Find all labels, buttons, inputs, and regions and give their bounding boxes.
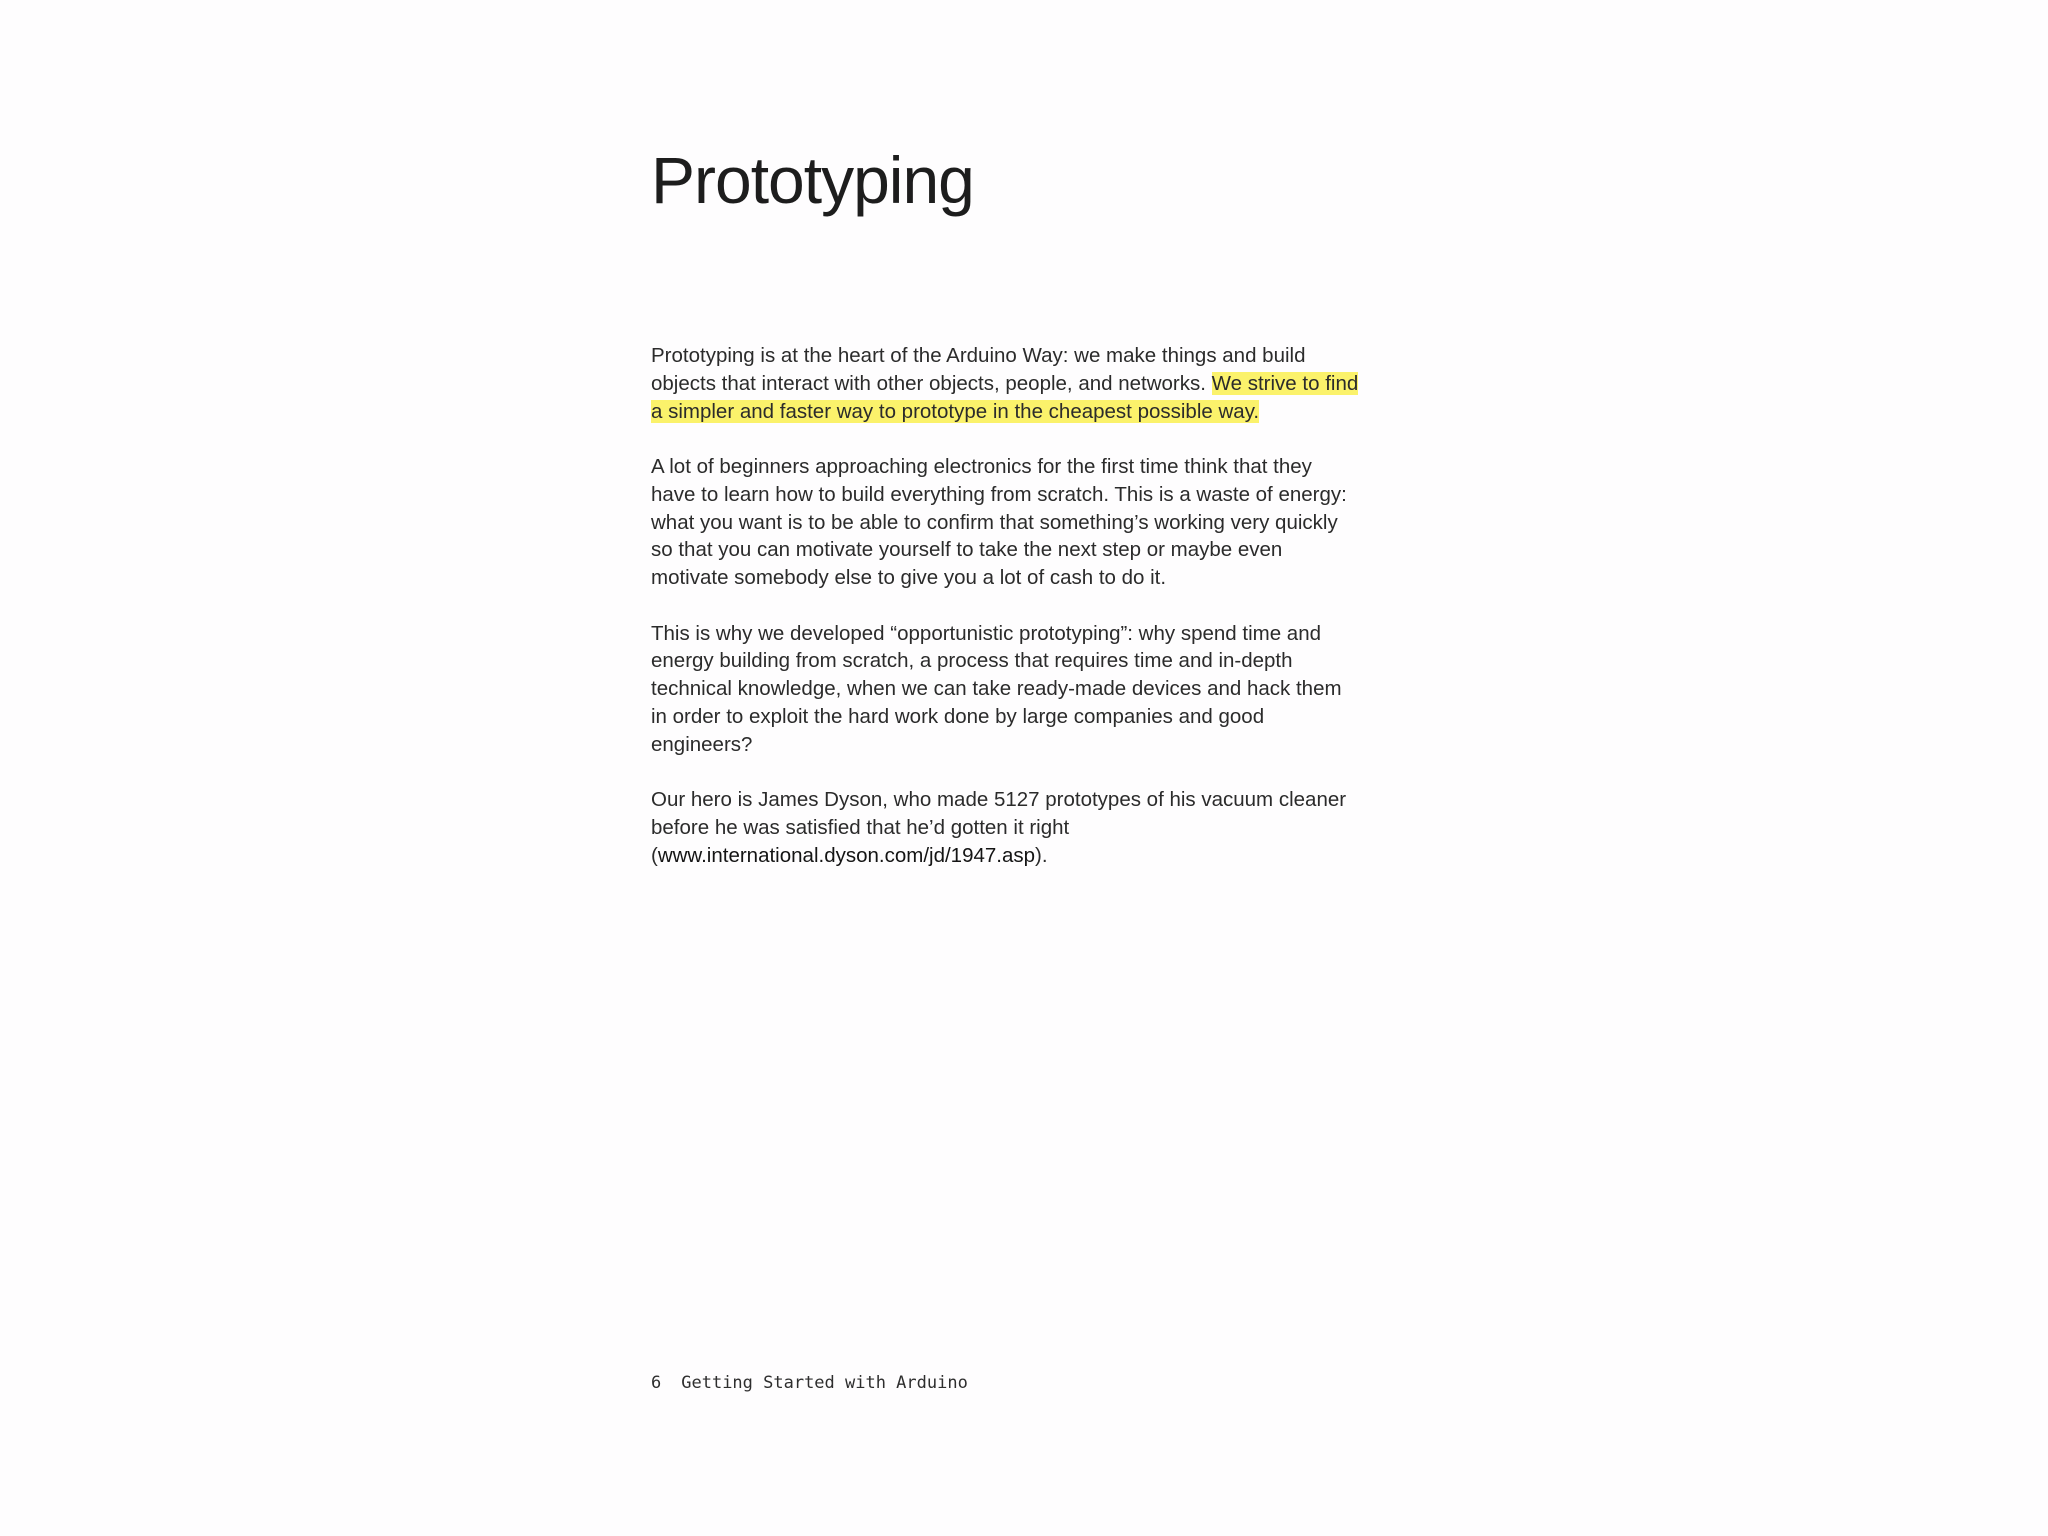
paragraph-2: A lot of beginners approaching electronics for the first time think that they have to learn how to build everything from scratch. This is a waste of energy: what you want is to be able to confirm that something’s working very quickly so that you can motivate yourself to take the next step or maybe even motivate somebody else to give you a lot of cash to do it. xyxy=(651,454,1347,590)
highlighted-text: We strive to find a simpler and faster way to prototype in the cheapest possible way. xyxy=(651,371,1359,423)
text-column xyxy=(651,140,1371,867)
page-footer xyxy=(651,1373,968,1393)
paragraph-3: This is why we developed “opportunistic prototyping”: why spend time and energy building from scratch, a process that requires time and in-depth technical knowledge, when we can take ready-made devices and hack them in order to exploit the hard work done by large companies and good engineers? xyxy=(651,621,1342,756)
page-title: Prototyping xyxy=(651,143,974,217)
paragraph-1 xyxy=(651,342,1361,425)
paragraph-1-text: Prototyping is at the heart of the Arduino Way: we make things and build objects that interact with other objects, people, and networks. xyxy=(651,344,1306,395)
paragraph-4-text: Our hero is James Dyson, who made 5127 prototypes of his vacuum cleaner before he was satisfied that he’d gotten it right ( xyxy=(651,788,1347,867)
body-text xyxy=(651,342,1361,897)
paragraph-4-end: ). xyxy=(1035,843,1048,867)
paragraph-4 xyxy=(651,786,1361,869)
page-number: 6 xyxy=(651,1373,662,1393)
book-title: Getting Started with Arduino xyxy=(681,1373,968,1393)
dyson-url: www.international.dyson.com/jd/1947.asp xyxy=(657,843,1036,867)
